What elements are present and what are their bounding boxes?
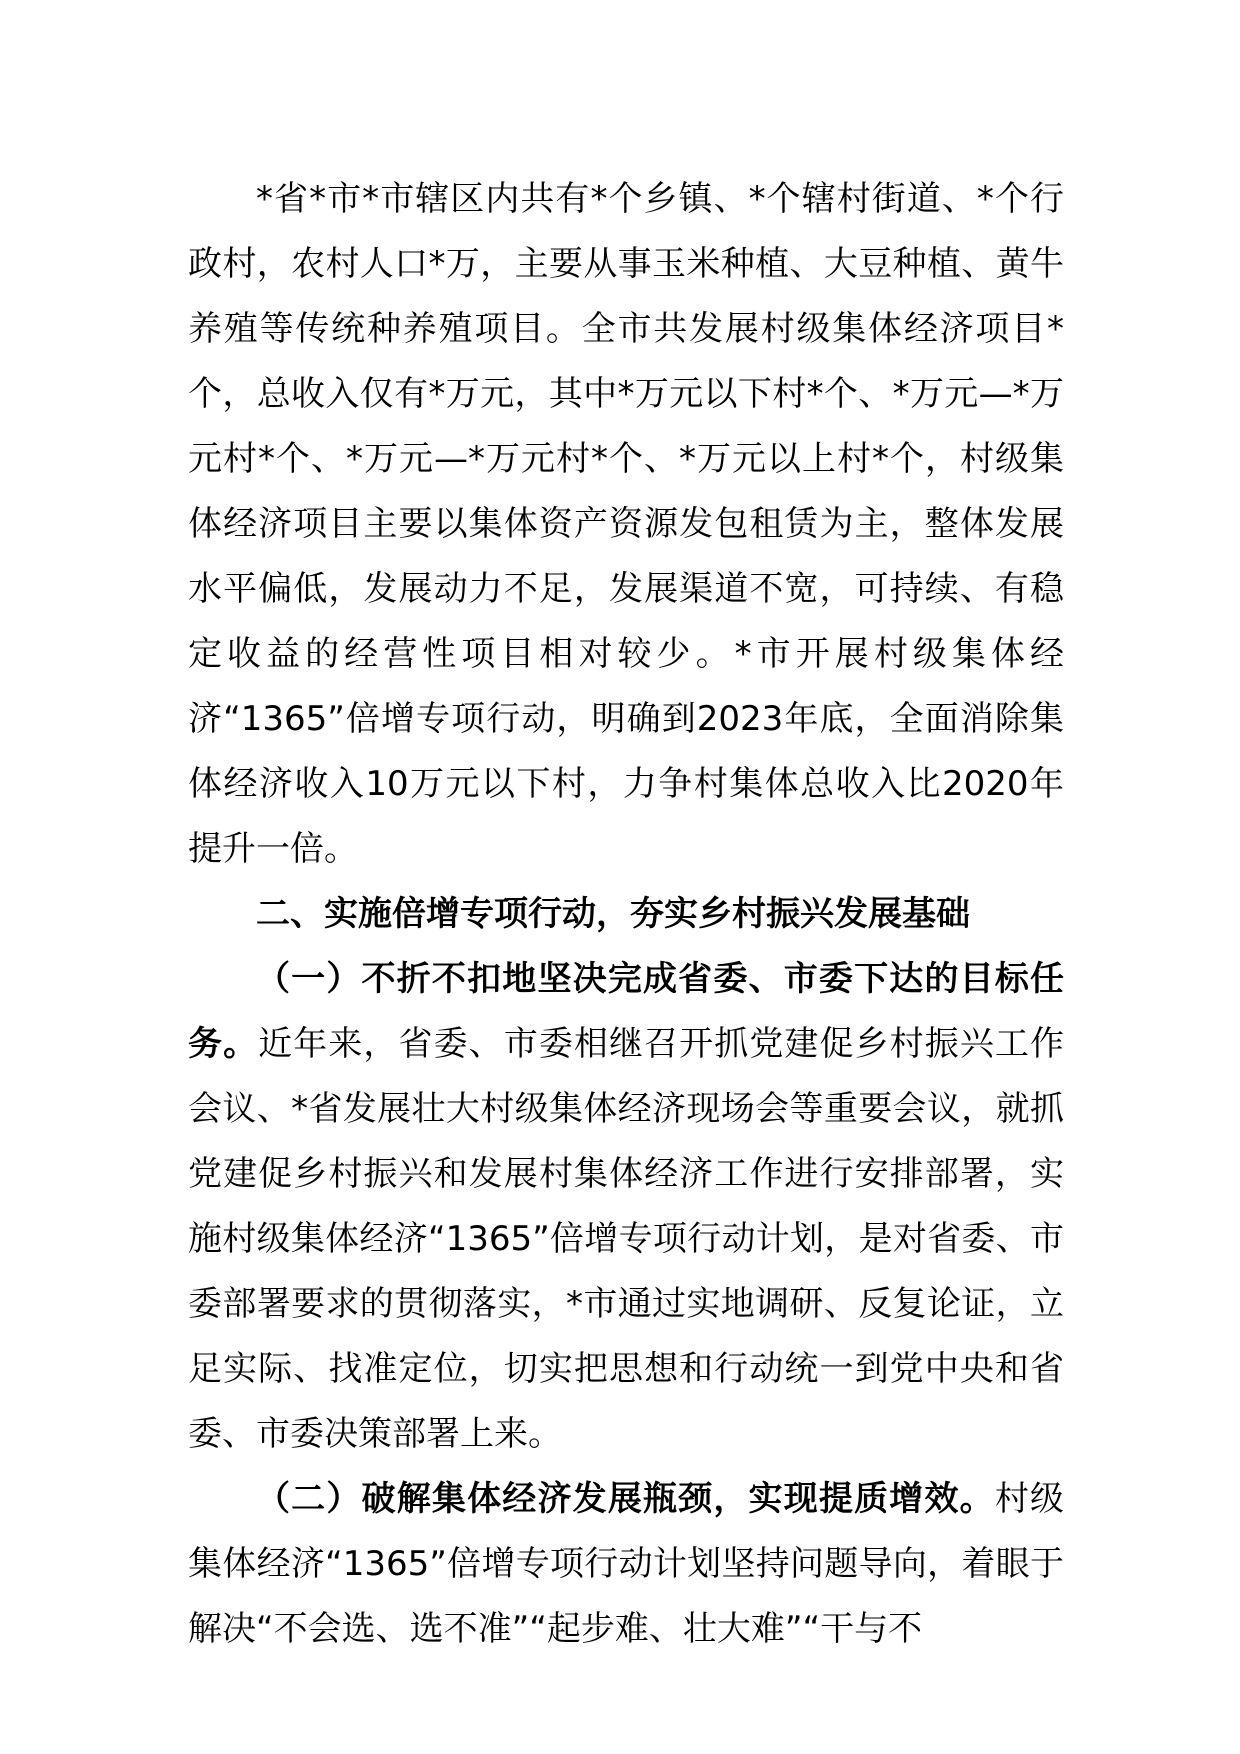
subsection-1-lead: （一）不折不扣地坚决完成省委、市委下达的目标任务。 bbox=[188, 959, 1064, 1064]
paragraph-overview: *省*市*市辖区内共有*个乡镇、*个辖村街道、*个行政村，农村人口*万，主要从事玉米种植、大豆种植、黄牛养殖等传统种养殖项目。全市共发展村级集体经济项目*个，总收入仅有*万元，其中*万元以下村*个、*万元—*万元村*个、*万元—*万元村*个、*万元以上村*个，村级集体经济项目主要以集体资产资源发包租赁为主，整体发展水平偏低，发展动力不足，发展渠道不宽，可持续、有稳定收益的经营性项目相对较少。*市开展村级集体经济“1365”倍增专项行动，明确到2023年底，全面消除集体经济收入10万元以下村，力争村集体总收入比2020年提升一倍。 bbox=[188, 179, 1064, 869]
paragraph-subsection-2 bbox=[188, 1467, 1064, 1662]
subsection-1-body: 近年来，省委、市委相继召开抓党建促乡村振兴工作会议、*省发展壮大村级集体经济现场会等重要会议，就抓党建促乡村振兴和发展村集体经济工作进行安排部署，实施村级集体经济“1365”倍增专项行动计划，是对省委、市委部署要求的贯彻落实，*市通过实地调研、反复论证，立足实际、找准定位，切实把思想和行动统一到党中央和省委、市委决策部署上来。 bbox=[188, 1024, 1065, 1454]
subsection-2-body: 村级集体经济“1365”倍增专项行动计划坚持问题导向，着眼于解决“不会选、选不准”“起步难、壮大难”“干与不 bbox=[188, 1479, 1065, 1649]
document-body bbox=[188, 167, 1064, 1662]
paragraph-subsection-1 bbox=[188, 947, 1064, 1467]
section-heading: 二、实施倍增专项行动，夯实乡村振兴发展基础 bbox=[256, 894, 970, 934]
subsection-2-lead: （二）破解集体经济发展瓶颈，实现提质增效。 bbox=[256, 1479, 995, 1519]
